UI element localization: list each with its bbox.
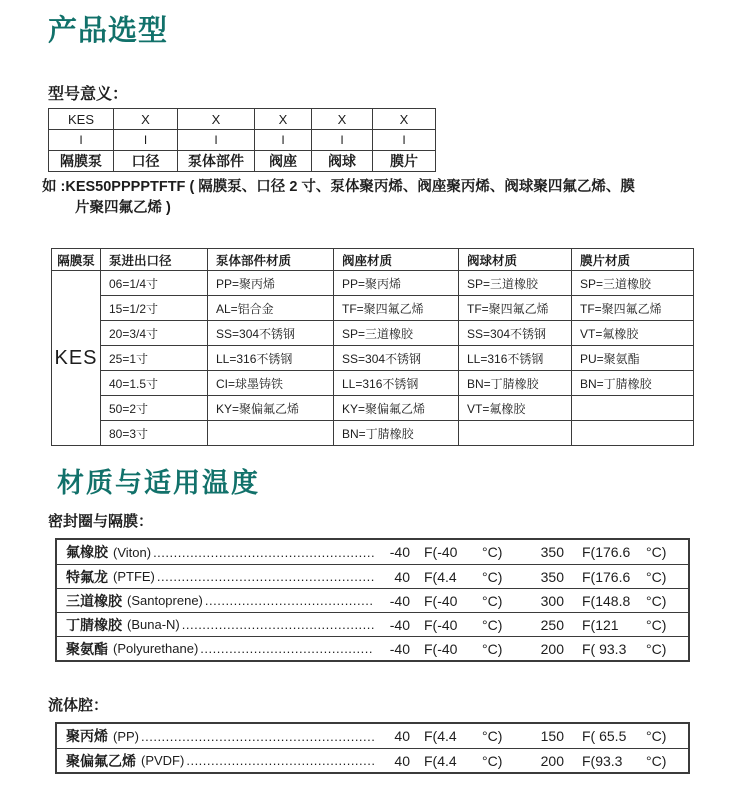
model-code-table bbox=[48, 108, 436, 172]
temp-max-f: 150 bbox=[540, 728, 564, 744]
table-cell: 80=3寸 bbox=[101, 421, 208, 446]
table-cell: I bbox=[255, 130, 312, 151]
table-cell: 泵体部件 bbox=[178, 151, 255, 172]
material-name-en: (Polyurethane) bbox=[113, 641, 199, 656]
temp-min-unit: °C) bbox=[482, 544, 503, 560]
column-header: 泵体部件材质 bbox=[208, 249, 334, 271]
table-cell: BN=丁腈橡胶 bbox=[334, 421, 459, 446]
table-cell: 阀球 bbox=[312, 151, 373, 172]
page-title: 产品选型 bbox=[48, 15, 169, 47]
temp-max-unit: °C) bbox=[646, 544, 667, 560]
temp-max-f: 300 bbox=[540, 592, 564, 609]
table-cell: VT=氟橡胶 bbox=[459, 396, 572, 421]
temp-min-f: 40 bbox=[394, 752, 410, 769]
material-name-en: (Viton) bbox=[113, 544, 152, 560]
column-header: 阀球材质 bbox=[459, 249, 572, 271]
column-header: 膜片材质 bbox=[572, 249, 694, 271]
temp-max-unit: °C) bbox=[646, 568, 667, 585]
seal-temperature-table bbox=[55, 538, 690, 662]
table-cell: 隔膜泵 bbox=[49, 151, 114, 172]
table-cell: SS=304不锈钢 bbox=[334, 346, 459, 371]
material-name-zh: 聚丙烯 bbox=[66, 728, 108, 744]
temp-max-c: F(148.8 bbox=[582, 592, 631, 609]
table-cell: LL=316不锈钢 bbox=[334, 371, 459, 396]
temp-max-f: 350 bbox=[540, 568, 564, 585]
table-cell: X bbox=[114, 109, 178, 130]
table-cell bbox=[459, 421, 572, 446]
table-row bbox=[57, 612, 688, 636]
table-cell: SS=304不锈钢 bbox=[208, 321, 334, 346]
table-cell: X bbox=[373, 109, 436, 130]
temp-max-f: 350 bbox=[540, 544, 564, 560]
spec-table bbox=[51, 248, 694, 446]
temp-max-f: 200 bbox=[540, 752, 564, 769]
temp-min-unit: °C) bbox=[482, 616, 503, 633]
temp-min-c: F(4.4 bbox=[424, 728, 457, 744]
temp-max-c: F(176.6 bbox=[582, 568, 631, 585]
temp-min-f: -40 bbox=[389, 640, 410, 657]
column-header: 隔膜泵 bbox=[52, 249, 101, 271]
temp-max-unit: °C) bbox=[646, 592, 667, 609]
dotted-leader bbox=[157, 569, 374, 584]
seal-section-label: 密封圈与隔膜： bbox=[48, 513, 154, 530]
table-cell: I bbox=[373, 130, 436, 151]
fluid-section-label: 流体腔： bbox=[48, 697, 109, 714]
table-cell: TF=聚四氟乙烯 bbox=[459, 296, 572, 321]
table-cell: X bbox=[312, 109, 373, 130]
material-name-en: (Santoprene) bbox=[127, 593, 203, 608]
model-meaning-label: 型号意义： bbox=[48, 86, 129, 103]
temp-max-c: F( 93.3 bbox=[582, 640, 627, 657]
material-name-zh: 丁腈橡胶 bbox=[66, 616, 122, 633]
model-example-text bbox=[42, 177, 750, 219]
dotted-leader bbox=[141, 729, 374, 744]
temp-max-unit: °C) bbox=[646, 752, 667, 769]
table-cell: 20=3/4寸 bbox=[101, 321, 208, 346]
series-cell: KES bbox=[52, 271, 101, 446]
table-cell: 阀座 bbox=[255, 151, 312, 172]
table-row bbox=[57, 588, 688, 612]
temp-max-c: F(176.6 bbox=[582, 544, 631, 560]
table-cell: 口径 bbox=[114, 151, 178, 172]
table-cell: BN=丁腈橡胶 bbox=[459, 371, 572, 396]
table-cell: I bbox=[312, 130, 373, 151]
table-cell: TF=聚四氟乙烯 bbox=[334, 296, 459, 321]
temp-min-unit: °C) bbox=[482, 752, 503, 769]
section-title-materials: 材质与适用温度 bbox=[57, 468, 260, 498]
temp-min-c: F(4.4 bbox=[424, 568, 457, 585]
temp-min-f: -40 bbox=[389, 616, 410, 633]
temp-max-c: F(121 bbox=[582, 616, 619, 633]
table-cell bbox=[208, 421, 334, 446]
temp-max-unit: °C) bbox=[646, 616, 667, 633]
example-line-2: 片聚四氟乙烯 ) bbox=[75, 200, 171, 216]
temp-max-c: F(93.3 bbox=[582, 752, 623, 769]
table-cell: PU=聚氨酯 bbox=[572, 346, 694, 371]
dotted-leader bbox=[182, 617, 374, 632]
example-line-1: 如 :KES50PPPPTFTF ( 隔膜泵、口径 2 寸、泵体聚丙烯、阀座聚丙烯、阀球聚四氟乙烯、膜 bbox=[42, 179, 635, 195]
table-cell: AL=铝合金 bbox=[208, 296, 334, 321]
material-name-en: (PVDF) bbox=[141, 753, 185, 768]
dotted-leader bbox=[153, 545, 374, 560]
table-cell: LL=316不锈钢 bbox=[208, 346, 334, 371]
material-name-zh: 特氟龙 bbox=[66, 568, 108, 585]
table-cell: I bbox=[49, 130, 114, 151]
temp-min-c: F(-40 bbox=[424, 616, 458, 633]
table-cell bbox=[572, 396, 694, 421]
temp-max-unit: °C) bbox=[646, 640, 667, 657]
table-cell: KY=聚偏氟乙烯 bbox=[208, 396, 334, 421]
table-cell: VT=氟橡胶 bbox=[572, 321, 694, 346]
temp-min-f: 40 bbox=[394, 728, 410, 744]
material-name-zh: 聚偏氟乙烯 bbox=[66, 752, 136, 769]
temp-min-unit: °C) bbox=[482, 592, 503, 609]
table-row bbox=[57, 724, 688, 748]
table-cell: 06=1/4寸 bbox=[101, 271, 208, 296]
table-row bbox=[57, 748, 688, 772]
temp-min-f: -40 bbox=[389, 592, 410, 609]
temp-min-unit: °C) bbox=[482, 728, 503, 744]
temp-min-unit: °C) bbox=[482, 640, 503, 657]
table-row bbox=[57, 636, 688, 660]
table-cell: I bbox=[114, 130, 178, 151]
table-cell: I bbox=[178, 130, 255, 151]
table-cell bbox=[572, 421, 694, 446]
temp-min-f: 40 bbox=[394, 568, 410, 585]
material-name-zh: 氟橡胶 bbox=[66, 544, 108, 560]
material-name-en: (Buna-N) bbox=[127, 617, 180, 632]
table-cell: BN=丁腈橡胶 bbox=[572, 371, 694, 396]
table-cell: 40=1.5寸 bbox=[101, 371, 208, 396]
column-header: 阀座材质 bbox=[334, 249, 459, 271]
table-cell: 50=2寸 bbox=[101, 396, 208, 421]
table-row bbox=[57, 540, 688, 564]
material-name-en: (PP) bbox=[113, 728, 139, 744]
temp-max-unit: °C) bbox=[646, 728, 667, 744]
temp-max-f: 250 bbox=[540, 616, 564, 633]
temp-min-c: F(-40 bbox=[424, 592, 458, 609]
dotted-leader bbox=[200, 641, 374, 656]
table-cell: TF=聚四氟乙烯 bbox=[572, 296, 694, 321]
table-cell: SP=三道橡胶 bbox=[459, 271, 572, 296]
temp-min-c: F(4.4 bbox=[424, 752, 457, 769]
table-cell: 膜片 bbox=[373, 151, 436, 172]
table-cell: SP=三道橡胶 bbox=[572, 271, 694, 296]
table-cell: CI=球墨铸铁 bbox=[208, 371, 334, 396]
table-cell: PP=聚丙烯 bbox=[334, 271, 459, 296]
material-name-en: (PTFE) bbox=[113, 569, 155, 584]
material-name-zh: 三道橡胶 bbox=[66, 592, 122, 609]
temp-max-c: F( 65.5 bbox=[582, 728, 627, 744]
table-cell: X bbox=[255, 109, 312, 130]
dotted-leader bbox=[186, 753, 374, 768]
material-name-zh: 聚氨酯 bbox=[66, 640, 108, 657]
table-cell: SS=304不锈钢 bbox=[459, 321, 572, 346]
table-row bbox=[57, 564, 688, 588]
column-header: 泵进出口径 bbox=[101, 249, 208, 271]
temp-min-c: F(-40 bbox=[424, 640, 458, 657]
temp-max-f: 200 bbox=[540, 640, 564, 657]
temp-min-f: -40 bbox=[389, 544, 410, 560]
table-cell: SP=三道橡胶 bbox=[334, 321, 459, 346]
table-cell: 15=1/2寸 bbox=[101, 296, 208, 321]
table-cell: 25=1寸 bbox=[101, 346, 208, 371]
table-cell: X bbox=[178, 109, 255, 130]
temp-min-c: F(-40 bbox=[424, 544, 458, 560]
table-cell: KY=聚偏氟乙烯 bbox=[334, 396, 459, 421]
table-cell: KES bbox=[49, 109, 114, 130]
dotted-leader bbox=[205, 593, 374, 608]
temp-min-unit: °C) bbox=[482, 568, 503, 585]
fluid-temperature-table bbox=[55, 722, 690, 774]
table-cell: PP=聚丙烯 bbox=[208, 271, 334, 296]
table-cell: LL=316不锈钢 bbox=[459, 346, 572, 371]
